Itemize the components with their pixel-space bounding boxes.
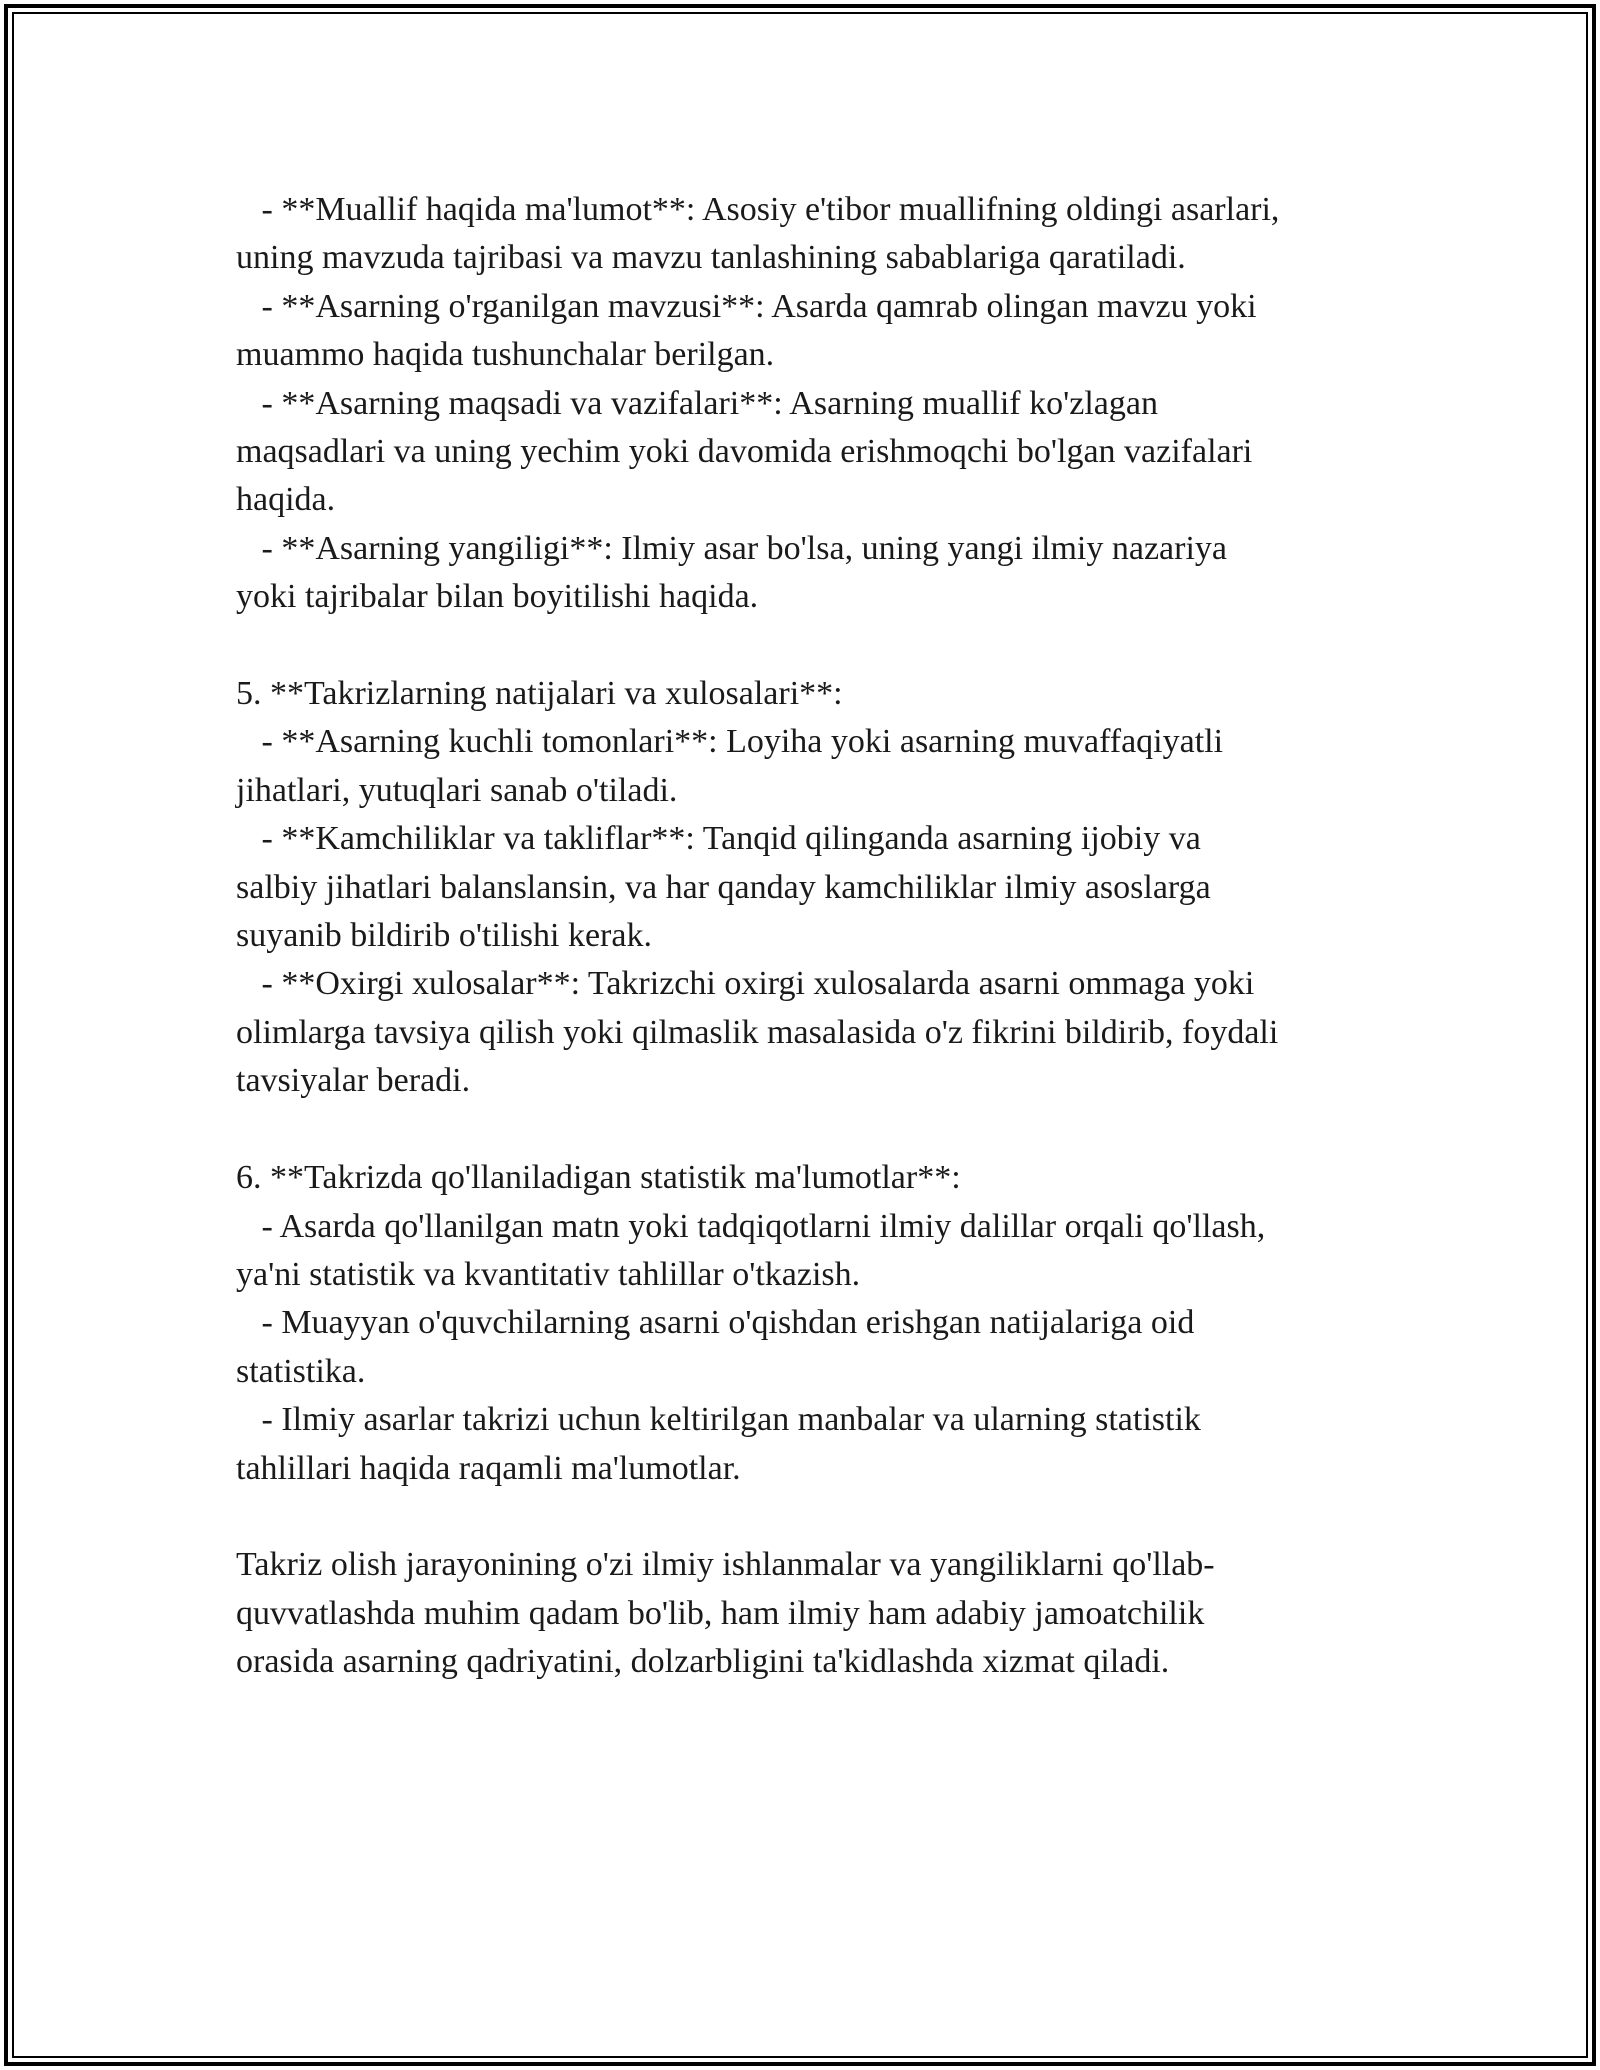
blank-line (236, 1493, 1416, 1541)
text-line: olimlarga tavsiya qilish yoki qilmaslik masalasida o'z fikrini bildirib, foydali (236, 1013, 1279, 1051)
text-line: haqida. (236, 481, 336, 519)
text-line: - **Asarning kuchli tomonlari**: Loyiha yoki asarning muvaffaqiyatli (236, 723, 1224, 761)
text-line: - **Asarning o'rganilgan mavzusi**: Asarda qamrab olingan mavzu yoki (236, 287, 1257, 325)
text-line: ya'ni statistik va kvantitativ tahlillar o'tkazish. (236, 1255, 861, 1293)
text-line: jihatlari, yutuqlari sanab o'tiladi. (236, 771, 678, 809)
text-line: - **Asarning maqsadi va vazifalari**: Asarning muallif ko'zlagan (236, 384, 1158, 422)
text-line: uning mavzuda tajribasi va mavzu tanlashining sabablariga qaratiladi. (236, 239, 1186, 277)
text-line: quvvatlashda muhim qadam bo'lib, ham ilmiy ham adabiy jamoatchilik (236, 1594, 1205, 1632)
text-line: statistika. (236, 1352, 366, 1390)
text-line: suyanib bildirib o'tilishi kerak. (236, 917, 652, 955)
text-line: salbiy jihatlari balanslansin, va har qanday kamchiliklar ilmiy asoslarga (236, 868, 1211, 906)
document-body (236, 186, 1416, 1687)
text-line: muammo haqida tushunchalar berilgan. (236, 336, 775, 374)
blank-line (236, 622, 1416, 670)
text-line: 5. **Takrizlarning natijalari va xulosalari**: (236, 675, 843, 713)
text-line: - **Kamchiliklar va takliflar**: Tanqid qilinganda asarning ijobiy va (236, 820, 1201, 858)
text-line: Takriz olish jarayonining o'zi ilmiy ishlanmalar va yangiliklarni qo'llab- (236, 1546, 1215, 1584)
text-line: tahlillari haqida raqamli ma'lumotlar. (236, 1449, 741, 1487)
text-line: tavsiyalar beradi. (236, 1062, 471, 1100)
text-line: - **Asarning yangiligi**: Ilmiy asar bo'lsa, uning yangi ilmiy nazariya (236, 529, 1227, 567)
blank-line (236, 1106, 1416, 1154)
text-line: - **Oxirgi xulosalar**: Takrizchi oxirgi xulosalarda asarni ommaga yoki (236, 965, 1255, 1003)
text-line: 6. **Takrizda qo'llaniladigan statistik ma'lumotlar**: (236, 1159, 961, 1197)
text-line: - Ilmiy asarlar takrizi uchun keltirilgan manbalar va ularning statistik (236, 1401, 1201, 1439)
text-line: orasida asarning qadriyatini, dolzarbligini ta'kidlashda xizmat qiladi. (236, 1643, 1170, 1681)
text-line: - Asarda qo'llanilgan matn yoki tadqiqotlarni ilmiy dalillar orqali qo'llash, (236, 1207, 1266, 1245)
text-line: - **Muallif haqida ma'lumot**: Asosiy e'tibor muallifning oldingi asarlari, (236, 191, 1280, 228)
text-line: maqsadlari va uning yechim yoki davomida erishmoqchi bo'lgan vazifalari (236, 433, 1253, 471)
text-line: - Muayyan o'quvchilarning asarni o'qishdan erishgan natijalariga oid (236, 1304, 1195, 1342)
text-line: yoki tajribalar bilan boyitilishi haqida. (236, 578, 759, 616)
